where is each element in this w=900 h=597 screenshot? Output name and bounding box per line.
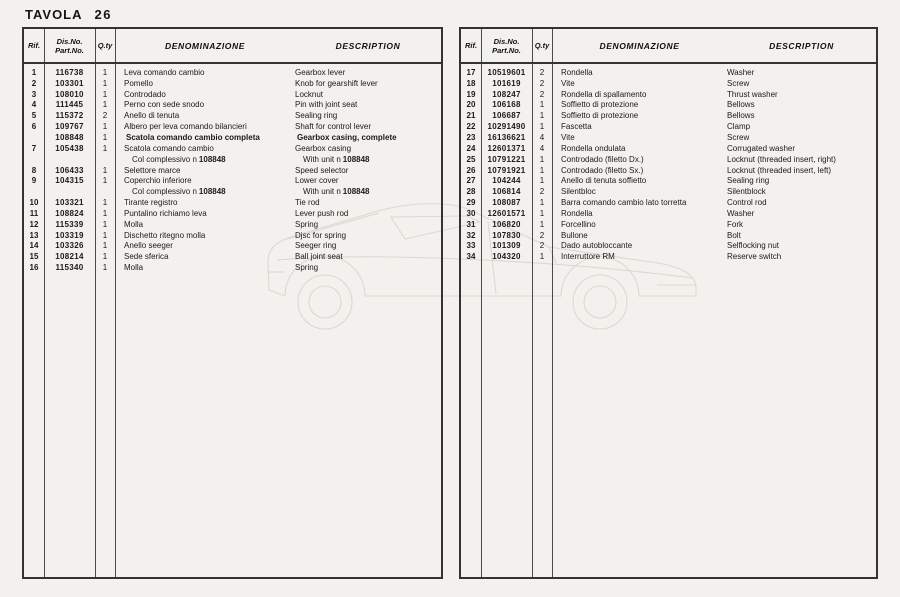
cell-description: Lower cover xyxy=(295,176,339,186)
cell-denominazione: Coperchio inferiore xyxy=(124,176,192,186)
header-part-number: Dis.No. Part.No. xyxy=(55,36,84,55)
cell-part-number: 12601371 xyxy=(487,143,526,153)
header-denominazione: DENOMINAZIONE xyxy=(164,40,246,51)
cell-qty: 1 xyxy=(539,219,545,229)
cell-denominazione: Pomello xyxy=(124,78,153,88)
cell-rif: 2 xyxy=(31,78,37,88)
cell-description: Screw xyxy=(727,132,750,142)
table-row xyxy=(24,186,441,197)
cell-rif: 9 xyxy=(31,176,37,186)
cell-part-number: 109767 xyxy=(55,122,84,132)
cell-description: Bellows xyxy=(727,100,755,110)
table-row xyxy=(24,175,441,186)
cell-denominazione: Vite xyxy=(561,78,575,88)
cell-description: Gearbox casing xyxy=(295,143,352,153)
cell-denominazione: Anello di tenuta xyxy=(124,111,180,121)
cell-part-number: 116738 xyxy=(55,67,84,77)
cell-part-number: 108824 xyxy=(55,208,84,218)
table-row xyxy=(24,78,441,89)
cell-denominazione: Scatola comando cambio xyxy=(124,143,214,153)
parts-table-left xyxy=(22,27,443,579)
cell-rif: 6 xyxy=(31,122,37,132)
cell-description: Silentblock xyxy=(727,187,766,197)
cell-rif: 10 xyxy=(29,198,39,208)
cell-part-number: 108010 xyxy=(55,89,84,99)
table-row xyxy=(461,100,876,111)
cell-description: Gearbox lever xyxy=(295,67,346,77)
cell-denominazione: Controdado (filetto Sx.) xyxy=(561,165,644,175)
table-row xyxy=(24,143,441,154)
cell-description: Locknut xyxy=(295,89,324,99)
cell-qty: 1 xyxy=(102,78,108,88)
cell-description: Reserve switch xyxy=(727,252,782,262)
cell-rif: 25 xyxy=(466,154,476,164)
cell-rif: 27 xyxy=(466,176,476,186)
cell-part-number: 10791921 xyxy=(487,165,526,175)
cell-part-number: 103319 xyxy=(55,230,84,240)
table-row xyxy=(24,121,441,132)
cell-denominazione: Controdado xyxy=(124,89,166,99)
cell-denominazione: Sede sferica xyxy=(124,252,169,262)
header-rif: Rif. xyxy=(27,41,41,50)
cell-description: With unit n 108848 xyxy=(303,154,370,164)
cell-qty: 1 xyxy=(539,122,545,132)
table-row xyxy=(461,197,876,208)
cell-qty: 2 xyxy=(539,67,545,77)
cell-rif: 8 xyxy=(31,165,37,175)
cell-description: Selflocking nut xyxy=(727,241,780,251)
cell-denominazione: Rondella xyxy=(561,208,593,218)
page-title-label: TAVOLA xyxy=(25,7,83,22)
cell-description: Shaft for control lever xyxy=(295,122,372,132)
cell-qty: 1 xyxy=(102,252,108,262)
cell-part-number: 103321 xyxy=(55,198,84,208)
cell-denominazione: Rondella xyxy=(561,67,593,77)
cell-denominazione: Col complessivo n 108848 xyxy=(132,154,226,164)
cell-denominazione: Tirante registro xyxy=(124,198,178,208)
cell-rif: 4 xyxy=(31,100,37,110)
cell-part-number: 111445 xyxy=(55,100,84,110)
cell-rif: 21 xyxy=(466,111,476,121)
cell-rif: 18 xyxy=(466,78,476,88)
cell-rif: 14 xyxy=(29,241,39,251)
table-row xyxy=(24,154,441,165)
cell-denominazione: Dado autobloccante xyxy=(561,241,633,251)
cell-part-number: 105438 xyxy=(55,143,84,153)
table-row xyxy=(24,230,441,241)
cell-part-number: 10291490 xyxy=(487,122,526,132)
cell-denominazione: Perno con sede snodo xyxy=(124,100,205,110)
table-row xyxy=(24,100,441,111)
cell-part-number: 103326 xyxy=(55,241,84,251)
cell-part-number: 104244 xyxy=(492,176,521,186)
cell-description: Bolt xyxy=(727,230,741,240)
cell-part-number: 12601571 xyxy=(487,208,526,218)
cell-part-number: 106687 xyxy=(492,111,521,121)
cell-part-number: 108087 xyxy=(492,198,521,208)
cell-qty: 1 xyxy=(102,89,108,99)
table-row xyxy=(24,219,441,230)
cell-qty: 1 xyxy=(102,198,108,208)
cell-rif: 28 xyxy=(466,187,476,197)
cell-denominazione: Soffietto di protezione xyxy=(561,111,639,121)
cell-rif: 24 xyxy=(466,143,476,153)
cell-denominazione: Col complessivo n 108848 xyxy=(132,187,226,197)
cell-description: Seeger ring xyxy=(295,241,337,251)
cell-rif: 17 xyxy=(466,67,476,77)
cell-description: Locknut (threaded insert, left) xyxy=(727,165,832,175)
table-row xyxy=(461,175,876,186)
table-row xyxy=(24,67,441,78)
cell-qty: 1 xyxy=(102,219,108,229)
cell-description: Ball joint seat xyxy=(295,252,343,262)
cell-rif: 3 xyxy=(31,89,37,99)
cell-part-number: 106433 xyxy=(55,165,84,175)
cell-qty: 1 xyxy=(539,252,545,262)
cell-qty: 1 xyxy=(102,263,108,273)
cell-rif: 19 xyxy=(466,89,476,99)
table-row xyxy=(24,251,441,262)
cell-denominazione: Rondella di spallamento xyxy=(561,89,647,99)
table-row xyxy=(461,154,876,165)
cell-description: Fork xyxy=(727,219,743,229)
table-row xyxy=(461,67,876,78)
cell-rif: 5 xyxy=(31,111,37,121)
cell-description: Pin with joint seat xyxy=(295,100,358,110)
cell-denominazione: Anello seeger xyxy=(124,241,173,251)
cell-denominazione: Puntalino richiamo leva xyxy=(124,208,207,218)
cell-qty: 4 xyxy=(539,143,545,153)
header-rif: Rif. xyxy=(464,41,478,50)
cell-rif: 33 xyxy=(466,241,476,251)
cell-qty: 1 xyxy=(102,208,108,218)
cell-description: With unit n 108848 xyxy=(303,187,370,197)
table-row xyxy=(24,132,441,143)
table-row xyxy=(24,208,441,219)
cell-qty: 1 xyxy=(539,165,545,175)
cell-part-number: 101619 xyxy=(492,78,521,88)
cell-qty: 2 xyxy=(539,89,545,99)
cell-qty: 1 xyxy=(102,122,108,132)
cell-denominazione: Molla xyxy=(124,219,144,229)
cell-denominazione: Forcellino xyxy=(561,219,596,229)
cell-description: Knob for gearshift lever xyxy=(295,78,378,88)
cell-rif: 15 xyxy=(29,252,39,262)
table-row xyxy=(461,219,876,230)
cell-rif: 31 xyxy=(466,219,476,229)
cell-denominazione: Anello di tenuta soffietto xyxy=(561,176,647,186)
cell-qty: 1 xyxy=(102,165,108,175)
cell-denominazione: Molla xyxy=(124,263,144,273)
table-row xyxy=(24,197,441,208)
table-row xyxy=(461,132,876,143)
table-row xyxy=(461,251,876,262)
cell-part-number: 10791221 xyxy=(487,154,526,164)
cell-rif: 26 xyxy=(466,165,476,175)
cell-part-number: 115340 xyxy=(55,263,84,273)
cell-description: Corrugated washer xyxy=(727,143,796,153)
cell-denominazione: Vite xyxy=(561,132,575,142)
cell-part-number: 106168 xyxy=(492,100,521,110)
cell-rif: 12 xyxy=(29,219,39,229)
cell-rif: 13 xyxy=(29,230,39,240)
table-row xyxy=(461,143,876,154)
cell-qty: 1 xyxy=(539,198,545,208)
cell-description: Clamp xyxy=(727,122,751,132)
table-row xyxy=(24,241,441,252)
table-body xyxy=(24,62,441,577)
cell-rif: 29 xyxy=(466,198,476,208)
table-row xyxy=(24,110,441,121)
cell-part-number: 104320 xyxy=(492,252,521,262)
cell-part-number: 115372 xyxy=(55,111,84,121)
cell-rif: 7 xyxy=(31,143,37,153)
cell-denominazione: Bullone xyxy=(561,230,588,240)
cell-qty: 2 xyxy=(539,241,545,251)
cell-description: Locknut (threaded insert, right) xyxy=(727,154,836,164)
cell-description: Spring xyxy=(295,219,319,229)
cell-qty: 2 xyxy=(539,78,545,88)
cell-qty: 2 xyxy=(539,187,545,197)
cell-description: Sealing ring xyxy=(727,176,770,186)
cell-part-number: 108214 xyxy=(55,252,84,262)
cell-description: Washer xyxy=(727,67,755,77)
table-row xyxy=(461,230,876,241)
cell-rif: 30 xyxy=(466,208,476,218)
header-qty: Q.ty xyxy=(97,41,113,50)
cell-qty: 1 xyxy=(102,100,108,110)
cell-part-number: 108247 xyxy=(492,89,521,99)
cell-part-number: 106814 xyxy=(492,187,521,197)
cell-qty: 1 xyxy=(539,176,545,186)
cell-qty: 1 xyxy=(102,143,108,153)
cell-rif: 34 xyxy=(466,252,476,262)
cell-description: Thrust washer xyxy=(727,89,778,99)
table-row xyxy=(461,186,876,197)
cell-denominazione: Selettore marce xyxy=(124,165,181,175)
cell-qty: 1 xyxy=(102,67,108,77)
parts-table-right xyxy=(459,27,878,579)
cell-part-number: 107830 xyxy=(492,230,521,240)
cell-part-number: 103301 xyxy=(55,78,84,88)
header-description: DESCRIPTION xyxy=(769,40,834,51)
table-row xyxy=(461,165,876,176)
cell-description: Tie rod xyxy=(295,198,320,208)
cell-rif: 11 xyxy=(29,208,39,218)
page-title xyxy=(25,7,112,22)
cell-description: Sealing ring xyxy=(295,111,338,121)
table-row xyxy=(24,89,441,100)
cell-rif: 32 xyxy=(466,230,476,240)
cell-description: Gearbox casing, complete xyxy=(297,132,397,142)
cell-qty: 1 xyxy=(102,230,108,240)
cell-rif: 16 xyxy=(29,263,39,273)
table-row xyxy=(24,165,441,176)
table-row xyxy=(461,241,876,252)
cell-denominazione: Leva comando cambio xyxy=(124,67,205,77)
table-header xyxy=(461,29,876,64)
cell-qty: 1 xyxy=(102,241,108,251)
cell-denominazione: Scatola comando cambio completa xyxy=(126,132,260,142)
table-body xyxy=(461,62,876,577)
table-header xyxy=(24,29,441,64)
table-row xyxy=(461,121,876,132)
table-row xyxy=(461,89,876,100)
cell-rif: 22 xyxy=(466,122,476,132)
cell-part-number: 16136621 xyxy=(487,132,526,142)
cell-part-number: 10519601 xyxy=(487,67,526,77)
cell-description: Screw xyxy=(727,78,750,88)
cell-part-number: 115339 xyxy=(55,219,84,229)
cell-part-number: 101309 xyxy=(492,241,521,251)
cell-rif: 1 xyxy=(31,67,37,77)
table-row xyxy=(461,208,876,219)
cell-description: Lever push rod xyxy=(295,208,349,218)
cell-description: Control rod xyxy=(727,198,767,208)
cell-description: Speed selector xyxy=(295,165,349,175)
cell-qty: 2 xyxy=(102,111,108,121)
cell-part-number: 108848 xyxy=(55,132,84,142)
cell-rif: 23 xyxy=(466,132,476,142)
cell-description: Djsc for spring xyxy=(295,230,347,240)
cell-qty: 1 xyxy=(539,111,545,121)
table-row xyxy=(461,78,876,89)
cell-part-number: 104315 xyxy=(55,176,84,186)
cell-qty: 1 xyxy=(102,132,108,142)
cell-denominazione: Albero per leva comando bilancieri xyxy=(124,122,247,132)
cell-rif: 20 xyxy=(466,100,476,110)
cell-denominazione: Barra comando cambio lato torretta xyxy=(561,198,687,208)
table-row xyxy=(461,110,876,121)
header-description: DESCRIPTION xyxy=(335,40,401,51)
header-qty: Q.ty xyxy=(534,41,550,50)
header-denominazione: DENOMINAZIONE xyxy=(599,40,680,51)
cell-description: Spring xyxy=(295,263,319,273)
cell-qty: 4 xyxy=(539,132,545,142)
cell-qty: 1 xyxy=(102,176,108,186)
cell-denominazione: Dischetto ritegno molla xyxy=(124,230,206,240)
cell-denominazione: Rondella ondulata xyxy=(561,143,626,153)
cell-description: Bellows xyxy=(727,111,755,121)
cell-qty: 1 xyxy=(539,154,545,164)
cell-denominazione: Soffietto di protezione xyxy=(561,100,639,110)
cell-denominazione: Controdado (filetto Dx.) xyxy=(561,154,644,164)
cell-denominazione: Fascetta xyxy=(561,122,592,132)
cell-denominazione: Interruttore RM xyxy=(561,252,615,262)
cell-qty: 1 xyxy=(539,100,545,110)
cell-part-number: 106820 xyxy=(492,219,521,229)
cell-qty: 2 xyxy=(539,230,545,240)
header-part-number: Dis.No. Part.No. xyxy=(492,36,521,55)
table-row xyxy=(24,262,441,273)
cell-qty: 1 xyxy=(539,208,545,218)
cell-description: Washer xyxy=(727,208,755,218)
page-title-number: 26 xyxy=(94,7,112,22)
cell-denominazione: Silentbloc xyxy=(561,187,596,197)
